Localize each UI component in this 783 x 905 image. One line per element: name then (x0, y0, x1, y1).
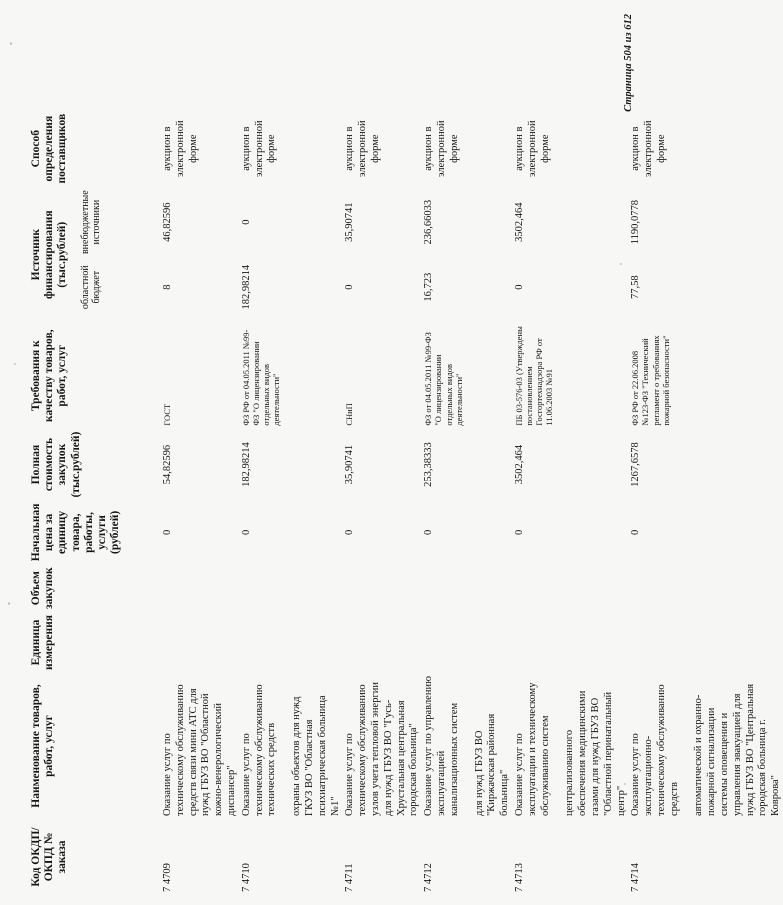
row-price: 0 (423, 529, 435, 536)
row-cost: 182,98214 (240, 442, 252, 487)
row-funding-regional: 16,723 (423, 272, 435, 302)
row-name (239, 673, 343, 819)
row-funding (239, 187, 343, 323)
row-funding (512, 187, 628, 323)
row-name-continued: централизованного обеспечения медицинскими газами для нужд ГБУЗ ВО "Областной перинатальный центр" (564, 690, 627, 816)
row-unit (239, 612, 343, 673)
header-requirements: Требования к качеству товаров, работ, услуг (30, 329, 69, 422)
row-unit (160, 612, 239, 673)
row-code: 7 4709 (162, 863, 173, 892)
row-name (628, 673, 783, 819)
row-price: 0 (630, 529, 642, 536)
scan-speck (10, 42, 12, 45)
row-name-text: Оказание услуг по техническому обслуживанию технических средств (240, 684, 278, 816)
row-cost: 35,90741 (344, 444, 356, 485)
table-header-row (28, 111, 160, 895)
header-full-cost: Полная стоимость закупок (тыс.рублей) (30, 431, 82, 498)
row-name-text: Оказание услуг по техническому обслуживанию узлов учета тепловой энергии для нужд ГБУЗ ВО "Гусь-Хрустальная центральная городская больница" (344, 682, 420, 816)
row-funding-extra: 35,90741 (344, 202, 356, 242)
row-volume (421, 564, 512, 612)
row-name (160, 673, 239, 819)
row-unit (421, 612, 512, 673)
row-method: аукцион в электронной форме (344, 120, 381, 177)
header-name: Наименование товаров, работ, услуг (30, 684, 56, 808)
row-name-text: Оказание услуг по эксплуатационно-техническому обслуживанию средств (630, 684, 680, 816)
row-requirements: ФЗ от 04.05.2011 №99-ФЗ "О лицензировании отдельных видов деятельности" (423, 332, 464, 426)
row-funding (160, 187, 239, 323)
row-price: 0 (240, 529, 252, 536)
scan-speck (14, 363, 16, 365)
row-funding (421, 187, 512, 323)
row-requirements: ПБ 03-576-03 (Утверждены постановлением Госгортехнадзора РФ от 11.06.2003 №91 (513, 326, 555, 426)
row-name (342, 673, 421, 819)
row-method: аукцион в электронной форме (423, 120, 460, 177)
row-cost: 253,38333 (423, 442, 435, 487)
row-code: 7 4713 (513, 863, 525, 892)
table-row (160, 111, 239, 895)
row-volume (512, 564, 628, 612)
header-method: Способ определения поставщиков (30, 113, 69, 184)
row-funding-regional: 182,98214 (240, 264, 252, 310)
row-name (512, 673, 628, 819)
row-name (421, 673, 512, 819)
row-funding-regional: 77,58 (630, 275, 642, 299)
table-row (512, 111, 628, 895)
row-funding-extra: 1190,0778 (630, 200, 642, 245)
row-funding-extra: 46,82596 (162, 202, 173, 242)
row-code: 7 4712 (423, 863, 435, 892)
page-number: Страница 504 из 612 (623, 14, 634, 112)
row-name-text: Оказание услуг по техническому обслуживанию средств связи мини АТС для нужд ГБУЗ ВО "Областной кожно-венерологический диспансер" (162, 684, 237, 816)
row-unit (512, 612, 628, 673)
header-volume: Объем закупок (30, 567, 56, 609)
row-requirements: СНиП (344, 403, 355, 426)
row-name-text: Оказание услуг по эксплуатации и техническому обслуживанию систем (513, 682, 551, 816)
header-funding (28, 187, 160, 323)
row-volume (160, 564, 239, 612)
row-name-text: Оказание услуг по управлению эксплуатацией канализационных систем (423, 676, 460, 816)
header-initial-price: Начальная цена за единицу товара, работы, услуги (рублей) (30, 503, 122, 562)
row-requirements: ФЗ РФ от 04.05.2011 №99-ФЗ "О лицензировании отдельных видов деятельности" (240, 329, 282, 426)
row-funding-extra: 3502,464 (513, 202, 525, 242)
row-cost: 54,82596 (162, 444, 173, 485)
row-funding-regional: 8 (162, 284, 173, 290)
row-method: аукцион в электронной форме (162, 120, 199, 177)
row-volume (628, 564, 783, 612)
row-funding-extra: 236,66033 (423, 199, 435, 245)
row-funding-regional: 0 (513, 284, 525, 290)
table-row (342, 111, 421, 895)
row-requirements: ФЗ РФ от 22.06.2008 №123-ФЗ "Технический регламент о требованиях пожарной безопасности" (630, 335, 671, 426)
scan-speck (8, 602, 10, 605)
row-method: аукцион в электронной форме (630, 120, 667, 177)
row-funding-regional: 0 (344, 284, 356, 290)
row-funding-extra: 0 (240, 219, 252, 225)
row-volume (239, 564, 343, 612)
row-requirements: ГОСТ (162, 403, 172, 426)
row-code: 7 4710 (240, 863, 252, 892)
row-code: 7 4714 (630, 863, 642, 892)
row-price: 0 (162, 529, 173, 536)
row-method: аукцион в электронной форме (513, 120, 551, 177)
header-unit: Единица измерения (30, 615, 56, 670)
row-method: аукцион в электронной форме (240, 120, 278, 177)
header-funding-extra: внебюджетные источники (79, 190, 103, 255)
row-funding (342, 187, 421, 323)
table-row (421, 111, 512, 895)
row-name-continued: для нужд ГБУЗ ВО "Киржачская районная больница" (473, 713, 511, 816)
row-cost: 3502,464 (513, 444, 525, 485)
row-unit (342, 612, 421, 673)
row-price: 0 (344, 529, 356, 536)
row-cost: 1267,6578 (630, 442, 642, 487)
row-name-continued: автоматической и охранно-пожарной сигнализации системы оповещения и управления эвакуацией для нужд ГБУЗ ВО "Центральная городская больница г. Коврова" (693, 683, 782, 816)
header-funding-regional: областной бюджет (79, 265, 103, 310)
row-name-continued: охраны объектов для нужд ГКУЗ ВО "Областная психиатрическая больница №1" (291, 695, 341, 816)
row-volume (342, 564, 421, 612)
procurement-table (28, 111, 783, 895)
table-row (239, 111, 343, 895)
row-price: 0 (513, 529, 525, 536)
row-code: 7 4711 (344, 863, 356, 892)
row-unit (628, 612, 783, 673)
header-code: Код ОКДП/ ОКПД № заказа (30, 827, 69, 887)
header-funding-title: Источник финансирования (тыс.рублей) (30, 210, 69, 299)
table-row (628, 111, 783, 895)
row-funding (628, 187, 783, 323)
